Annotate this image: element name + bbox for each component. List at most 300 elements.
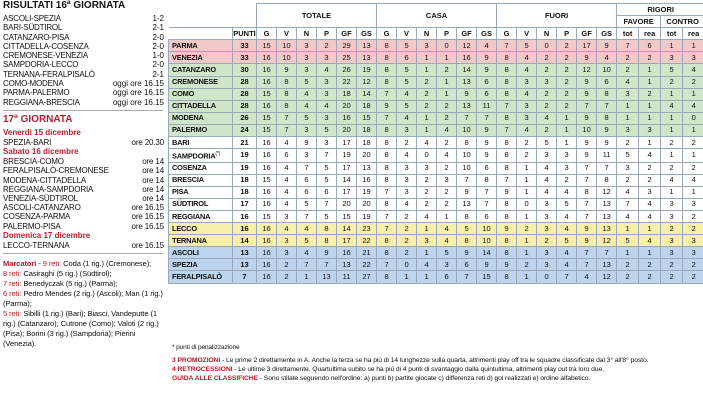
stat-cell: 2	[557, 174, 577, 186]
fixture-row	[0, 176, 166, 185]
stat-cell: 4	[417, 210, 437, 222]
stat-cell: 3	[417, 40, 437, 52]
stat-cell: 7	[477, 198, 497, 210]
stat-cell: 2	[661, 259, 683, 271]
stat-cell: 4	[557, 210, 577, 222]
stat-cell: 4	[397, 112, 417, 124]
stat-cell: 7	[497, 100, 517, 112]
stat-cell: 3	[617, 162, 639, 174]
stat-cell: 3	[517, 76, 537, 88]
stat-cell: 8	[497, 88, 517, 100]
stat-cell: 2	[639, 52, 661, 64]
stat-cell: 8	[497, 137, 517, 149]
stat-cell: 9	[497, 186, 517, 198]
stat-cell: 10	[597, 64, 617, 76]
stat-cell: 18	[357, 137, 377, 149]
result-row	[0, 23, 166, 32]
stat-cell: 5	[397, 64, 417, 76]
stat-cell: 2	[617, 137, 639, 149]
stat-cell: 4	[537, 186, 557, 198]
stat-cell: 3	[537, 247, 557, 259]
stat-cell: 2	[277, 271, 297, 283]
stat-cell: 12	[597, 271, 617, 283]
stat-cell: 2	[437, 162, 457, 174]
team-name	[169, 198, 233, 210]
stat-cell: 7	[377, 259, 397, 271]
stat-cell: 2	[683, 259, 703, 271]
stat-cell: 6	[397, 52, 417, 64]
stat-cell: 20	[337, 100, 357, 112]
scorer-names: Sibilli (1 rig.) (Bari); Biasci, Vandeputte (1 rig.) (Catanzaro); Cutrone (Como); Valoti (2 rig.) (Pisa); Borini (3 rig.) (Sampdoria); Pierini (Venezia).	[3, 309, 159, 348]
stat-cell: 9	[457, 186, 477, 198]
stat-cell: 2	[397, 137, 417, 149]
stat-cell: 2	[639, 88, 661, 100]
stat-cell: 7	[317, 149, 337, 162]
team-name	[169, 186, 233, 198]
column-header: P	[317, 28, 337, 40]
stat-cell: 2	[661, 162, 683, 174]
stat-cell: 18	[337, 88, 357, 100]
stat-cell: 5	[297, 235, 317, 247]
stat-cell: 4	[617, 76, 639, 88]
stat-cell: 9	[477, 137, 497, 149]
stat-cell: 19	[357, 210, 377, 222]
fixture-match: VENEZIA-SÜDTIROL	[3, 193, 78, 203]
stat-cell: 12	[357, 76, 377, 88]
team-name	[169, 76, 233, 88]
stat-cell: 2	[639, 271, 661, 283]
stat-cell: 1	[639, 137, 661, 149]
stat-cell: 10	[577, 124, 597, 136]
stat-cell: 4	[437, 149, 457, 162]
fixture-time: ore 14	[142, 157, 164, 167]
stat-cell: 13	[317, 271, 337, 283]
table-row	[169, 40, 703, 52]
stat-cell: 15	[357, 112, 377, 124]
stat-cell: 5	[297, 76, 317, 88]
team-name	[169, 259, 233, 271]
stat-cell: 3	[537, 76, 557, 88]
result-score: 2-1	[152, 69, 164, 79]
stat-cell: 13	[597, 223, 617, 235]
stat-cell: 9	[577, 52, 597, 64]
stat-cell: 16	[257, 223, 277, 235]
corner-cell	[169, 4, 233, 28]
column-header: rea	[639, 28, 661, 40]
stat-cell: 6	[297, 186, 317, 198]
points-cell: 19	[233, 149, 257, 162]
stat-cell: 4	[517, 64, 537, 76]
stat-cell: 15	[257, 210, 277, 222]
stat-cell: 2	[617, 52, 639, 64]
stat-cell: 2	[557, 88, 577, 100]
stat-cell: 22	[357, 235, 377, 247]
stat-cell: 6	[477, 76, 497, 88]
stat-cell: 1	[397, 271, 417, 283]
stat-cell: 27	[357, 271, 377, 283]
points-cell: 28	[233, 88, 257, 100]
stat-cell: 3	[537, 210, 557, 222]
team-label: PISA	[172, 187, 189, 197]
points-cell: 16	[233, 210, 257, 222]
table-row	[169, 124, 703, 136]
team-name	[169, 40, 233, 52]
team-name	[169, 137, 233, 149]
column-header: V	[517, 28, 537, 40]
stat-cell: 0	[537, 40, 557, 52]
stat-cell: 1	[517, 247, 537, 259]
stat-cell: 4	[417, 137, 437, 149]
stat-cell: 5	[517, 40, 537, 52]
stat-cell: 15	[257, 124, 277, 136]
stat-cell: 7	[497, 124, 517, 136]
column-header: rea	[683, 28, 703, 40]
team-name	[169, 88, 233, 100]
team-label: PARMA	[172, 40, 198, 50]
result-match: CITTADELLA-COSENZA	[3, 41, 89, 51]
stat-cell: 4	[557, 247, 577, 259]
stat-cell: 2	[397, 210, 417, 222]
result-score: 2-0	[152, 41, 164, 51]
stat-cell: 14	[477, 247, 497, 259]
stat-cell: 7	[297, 259, 317, 271]
stat-cell: 3	[537, 198, 557, 210]
stat-cell: 4	[297, 223, 317, 235]
team-label: MODENA	[172, 113, 204, 123]
stat-cell: 5	[437, 247, 457, 259]
guide-label: GUIDA ALLE CLASSIFICHE	[172, 375, 259, 382]
stat-cell: 9	[477, 64, 497, 76]
stat-cell: 8	[377, 271, 397, 283]
stat-cell: 4	[617, 210, 639, 222]
team-label: COSENZA	[172, 163, 207, 173]
stat-cell: 2	[517, 149, 537, 162]
stat-cell: 4	[661, 174, 683, 186]
stat-cell: 4	[277, 137, 297, 149]
stat-cell: 16	[257, 271, 277, 283]
stat-cell: 2	[397, 235, 417, 247]
result-score: 2-0	[152, 32, 164, 42]
stat-cell: 4	[437, 223, 457, 235]
stat-cell: 9	[577, 223, 597, 235]
stat-cell: 7	[477, 112, 497, 124]
fixture-time: ore 20.30	[131, 137, 164, 147]
stat-cell: 7	[477, 186, 497, 198]
points-cell: 28	[233, 76, 257, 88]
stat-cell: 3	[639, 124, 661, 136]
result-match: BARI-SÜDTIROL	[3, 23, 63, 33]
stat-cell: 14	[337, 174, 357, 186]
stat-cell: 7	[377, 88, 397, 100]
fixture-row	[0, 203, 166, 212]
stat-cell: 2	[397, 247, 417, 259]
stat-cell: 1	[639, 76, 661, 88]
team-label: SAMPDORIA	[172, 151, 216, 161]
result-row	[0, 70, 166, 79]
stat-cell: 4	[537, 112, 557, 124]
stat-cell: 20	[357, 198, 377, 210]
column-header: V	[277, 28, 297, 40]
fixture-match: MODENA-CITTADELLA	[3, 175, 87, 185]
penalty-star: (*)	[215, 151, 221, 158]
stat-cell: 2	[683, 223, 703, 235]
stat-cell: 7	[577, 247, 597, 259]
result-row	[0, 33, 166, 42]
stat-cell: 1	[617, 247, 639, 259]
stat-cell: 6	[639, 40, 661, 52]
stat-cell: 9	[477, 149, 497, 162]
table-row	[169, 210, 703, 222]
stat-cell: 6	[477, 162, 497, 174]
stat-cell: 3	[537, 223, 557, 235]
stat-cell: 2	[537, 64, 557, 76]
stat-cell: 2	[437, 64, 457, 76]
header-contro: CONTRO	[661, 16, 703, 28]
result-score: oggi ore 16.15	[112, 97, 164, 107]
team-label: PALERMO	[172, 125, 208, 135]
stat-cell: 4	[639, 198, 661, 210]
fixture-match: REGGIANA-SAMPDORIA	[3, 184, 94, 194]
team-name	[169, 247, 233, 259]
stat-cell: 17	[337, 162, 357, 174]
stat-cell: 2	[537, 100, 557, 112]
stat-cell: 2	[683, 271, 703, 283]
stat-cell: 9	[577, 88, 597, 100]
stat-cell: 4	[317, 100, 337, 112]
stat-cell: 0	[397, 259, 417, 271]
stat-cell: 15	[477, 271, 497, 283]
stat-cell: 16	[337, 112, 357, 124]
divider	[3, 110, 163, 111]
stat-cell: 1	[617, 100, 639, 112]
stat-cell: 10	[277, 40, 297, 52]
stat-cell: 1	[517, 186, 537, 198]
stat-cell: 1	[517, 271, 537, 283]
stat-cell: 4	[477, 40, 497, 52]
fixture-match: ASCOLI-CATANZARO	[3, 203, 81, 213]
stat-cell: 7	[617, 40, 639, 52]
stat-cell: 7	[277, 124, 297, 136]
stat-cell: 12	[577, 64, 597, 76]
team-label: CITTADELLA	[172, 101, 216, 111]
team-name	[169, 210, 233, 222]
stat-cell: 2	[517, 223, 537, 235]
stat-cell: 17	[577, 40, 597, 52]
stat-cell: 4	[639, 149, 661, 162]
stat-cell: 2	[617, 259, 639, 271]
stat-cell: 1	[639, 64, 661, 76]
team-label: COMO	[172, 89, 195, 99]
column-header: V	[397, 28, 417, 40]
stat-cell: 3	[683, 198, 703, 210]
stat-cell: 1	[417, 124, 437, 136]
stat-cell: 6	[437, 271, 457, 283]
team-label: SÜDTIROL	[172, 199, 209, 209]
standings-table	[168, 3, 701, 284]
stat-cell: 8	[377, 64, 397, 76]
stat-cell: 7	[597, 247, 617, 259]
stat-cell: 1	[297, 271, 317, 283]
fixture-row	[0, 185, 166, 194]
stat-cell: 5	[557, 198, 577, 210]
team-name	[169, 100, 233, 112]
team-name	[169, 271, 233, 283]
stat-cell: 2	[437, 112, 457, 124]
stat-cell: 16	[337, 247, 357, 259]
stat-cell: 17	[337, 137, 357, 149]
stat-cell: 3	[661, 235, 683, 247]
stat-cell: 7	[497, 40, 517, 52]
stat-cell: 1	[683, 88, 703, 100]
table-row	[169, 174, 703, 186]
stat-cell: 5	[297, 112, 317, 124]
stat-cell: 16	[457, 52, 477, 64]
stat-cell: 2	[557, 76, 577, 88]
table-row	[169, 271, 703, 283]
stat-cell: 22	[337, 76, 357, 88]
stat-cell: 5	[661, 64, 683, 76]
stat-cell: 1	[661, 40, 683, 52]
table-row	[169, 52, 703, 64]
stat-cell: 8	[457, 210, 477, 222]
stat-cell: 10	[457, 162, 477, 174]
stat-cell: 2	[517, 259, 537, 271]
fixture-day-label: Sabato 16 dicembre	[3, 147, 79, 157]
points-cell: 33	[233, 40, 257, 52]
stat-cell: 13	[337, 259, 357, 271]
stat-cell: 13	[357, 40, 377, 52]
stat-cell: 2	[683, 137, 703, 149]
points-cell: 18	[233, 174, 257, 186]
stat-cell: 13	[357, 52, 377, 64]
column-header: tot	[617, 28, 639, 40]
column-header: N	[537, 28, 557, 40]
points-cell: 30	[233, 64, 257, 76]
stat-cell: 20	[357, 149, 377, 162]
stat-cell: 4	[537, 174, 557, 186]
stat-cell: 10	[277, 52, 297, 64]
stat-cell: 7	[377, 223, 397, 235]
stat-cell: 7	[457, 174, 477, 186]
stat-cell: 3	[297, 40, 317, 52]
stat-cell: 0	[683, 112, 703, 124]
stat-cell: 4	[397, 198, 417, 210]
team-label: VENEZIA	[172, 52, 203, 62]
column-header: GS	[357, 28, 377, 40]
stat-cell: 2	[617, 174, 639, 186]
stat-cell: 8	[277, 76, 297, 88]
points-cell: 24	[233, 124, 257, 136]
stat-cell: 10	[477, 235, 497, 247]
stat-cell: 1	[437, 88, 457, 100]
stat-cell: 4	[417, 259, 437, 271]
result-match: REGGIANA-BRESCIA	[3, 97, 80, 107]
stat-cell: 16	[257, 76, 277, 88]
stat-cell: 3	[437, 174, 457, 186]
stat-cell: 20	[337, 198, 357, 210]
stat-cell: 5	[537, 137, 557, 149]
scorer-count: 7 reti:	[3, 279, 22, 288]
stat-cell: 4	[437, 235, 457, 247]
stat-cell: 7	[577, 100, 597, 112]
stat-cell: 5	[617, 149, 639, 162]
corner-cell	[233, 4, 257, 28]
stat-cell: 5	[317, 162, 337, 174]
stat-cell: 6	[597, 76, 617, 88]
fixture-match: FERALPISALÒ-CREMONESE	[3, 166, 109, 176]
stat-cell: 8	[497, 162, 517, 174]
stat-cell: 8	[477, 174, 497, 186]
stat-cell: 3	[683, 52, 703, 64]
stat-cell: 21	[357, 247, 377, 259]
stat-cell: 2	[661, 223, 683, 235]
guide-note	[172, 374, 702, 383]
fixture-row	[0, 241, 166, 250]
stat-cell: 2	[417, 100, 437, 112]
stat-cell: 8	[497, 271, 517, 283]
stat-cell: 4	[297, 247, 317, 259]
team-label: BARI	[172, 137, 190, 147]
stat-cell: 7	[497, 174, 517, 186]
team-name	[169, 235, 233, 247]
stat-cell: 3	[317, 76, 337, 88]
result-match: CREMONESE-VENEZIA	[3, 51, 89, 61]
stat-cell: 3	[297, 64, 317, 76]
fixtures-list	[0, 128, 166, 250]
stat-cell: 2	[417, 198, 437, 210]
stat-cell: 4	[683, 174, 703, 186]
stat-cell: 8	[377, 124, 397, 136]
points-cell: 28	[233, 100, 257, 112]
points-cell: 13	[233, 259, 257, 271]
stat-cell: 3	[661, 247, 683, 259]
relegation-text: - Le ultime 3 direttamente. Quartultima subito se ha più di 4 punti di svantaggio dalla quintultima, altrimenti play out tra loro due.	[234, 366, 604, 373]
stat-cell: 7	[577, 259, 597, 271]
stat-cell: 16	[257, 235, 277, 247]
stat-cell: 19	[357, 186, 377, 198]
stat-cell: 4	[683, 64, 703, 76]
stat-cell: 9	[277, 64, 297, 76]
stat-cell: 4	[277, 174, 297, 186]
stat-cell: 3	[517, 112, 537, 124]
stat-cell: 3	[297, 52, 317, 64]
stat-cell: 2	[437, 100, 457, 112]
team-name	[169, 112, 233, 124]
stat-cell: 9	[497, 223, 517, 235]
stat-cell: 8	[577, 186, 597, 198]
team-name	[169, 162, 233, 174]
team-name	[169, 223, 233, 235]
stat-cell: 1	[639, 112, 661, 124]
stat-cell: 10	[457, 124, 477, 136]
promotion-text: - Le prime 2 direttamente in A. Anche la terza se ha più di 14 lunghezze sulla quarta, altrimenti play off tra le squadre classificate dal 3° all'8° posto.	[222, 357, 649, 364]
stat-cell: 2	[557, 64, 577, 76]
stat-cell: 17	[337, 235, 357, 247]
stat-cell: 2	[417, 186, 437, 198]
stat-cell: 4	[277, 186, 297, 198]
stat-cell: 3	[317, 137, 337, 149]
stat-cell: 1	[437, 76, 457, 88]
stat-cell: 22	[357, 259, 377, 271]
table-row	[169, 247, 703, 259]
stat-cell: 1	[639, 223, 661, 235]
scorer-names: Pedro Mendes (2 rig.) (Ascoli); Man (1 rig.) (Parma);	[3, 289, 163, 308]
column-header: GF	[337, 28, 357, 40]
fixture-time: ore 14	[142, 175, 164, 185]
stat-cell: 0	[537, 271, 557, 283]
stat-cell: 1	[557, 137, 577, 149]
stat-cell: 4	[517, 124, 537, 136]
